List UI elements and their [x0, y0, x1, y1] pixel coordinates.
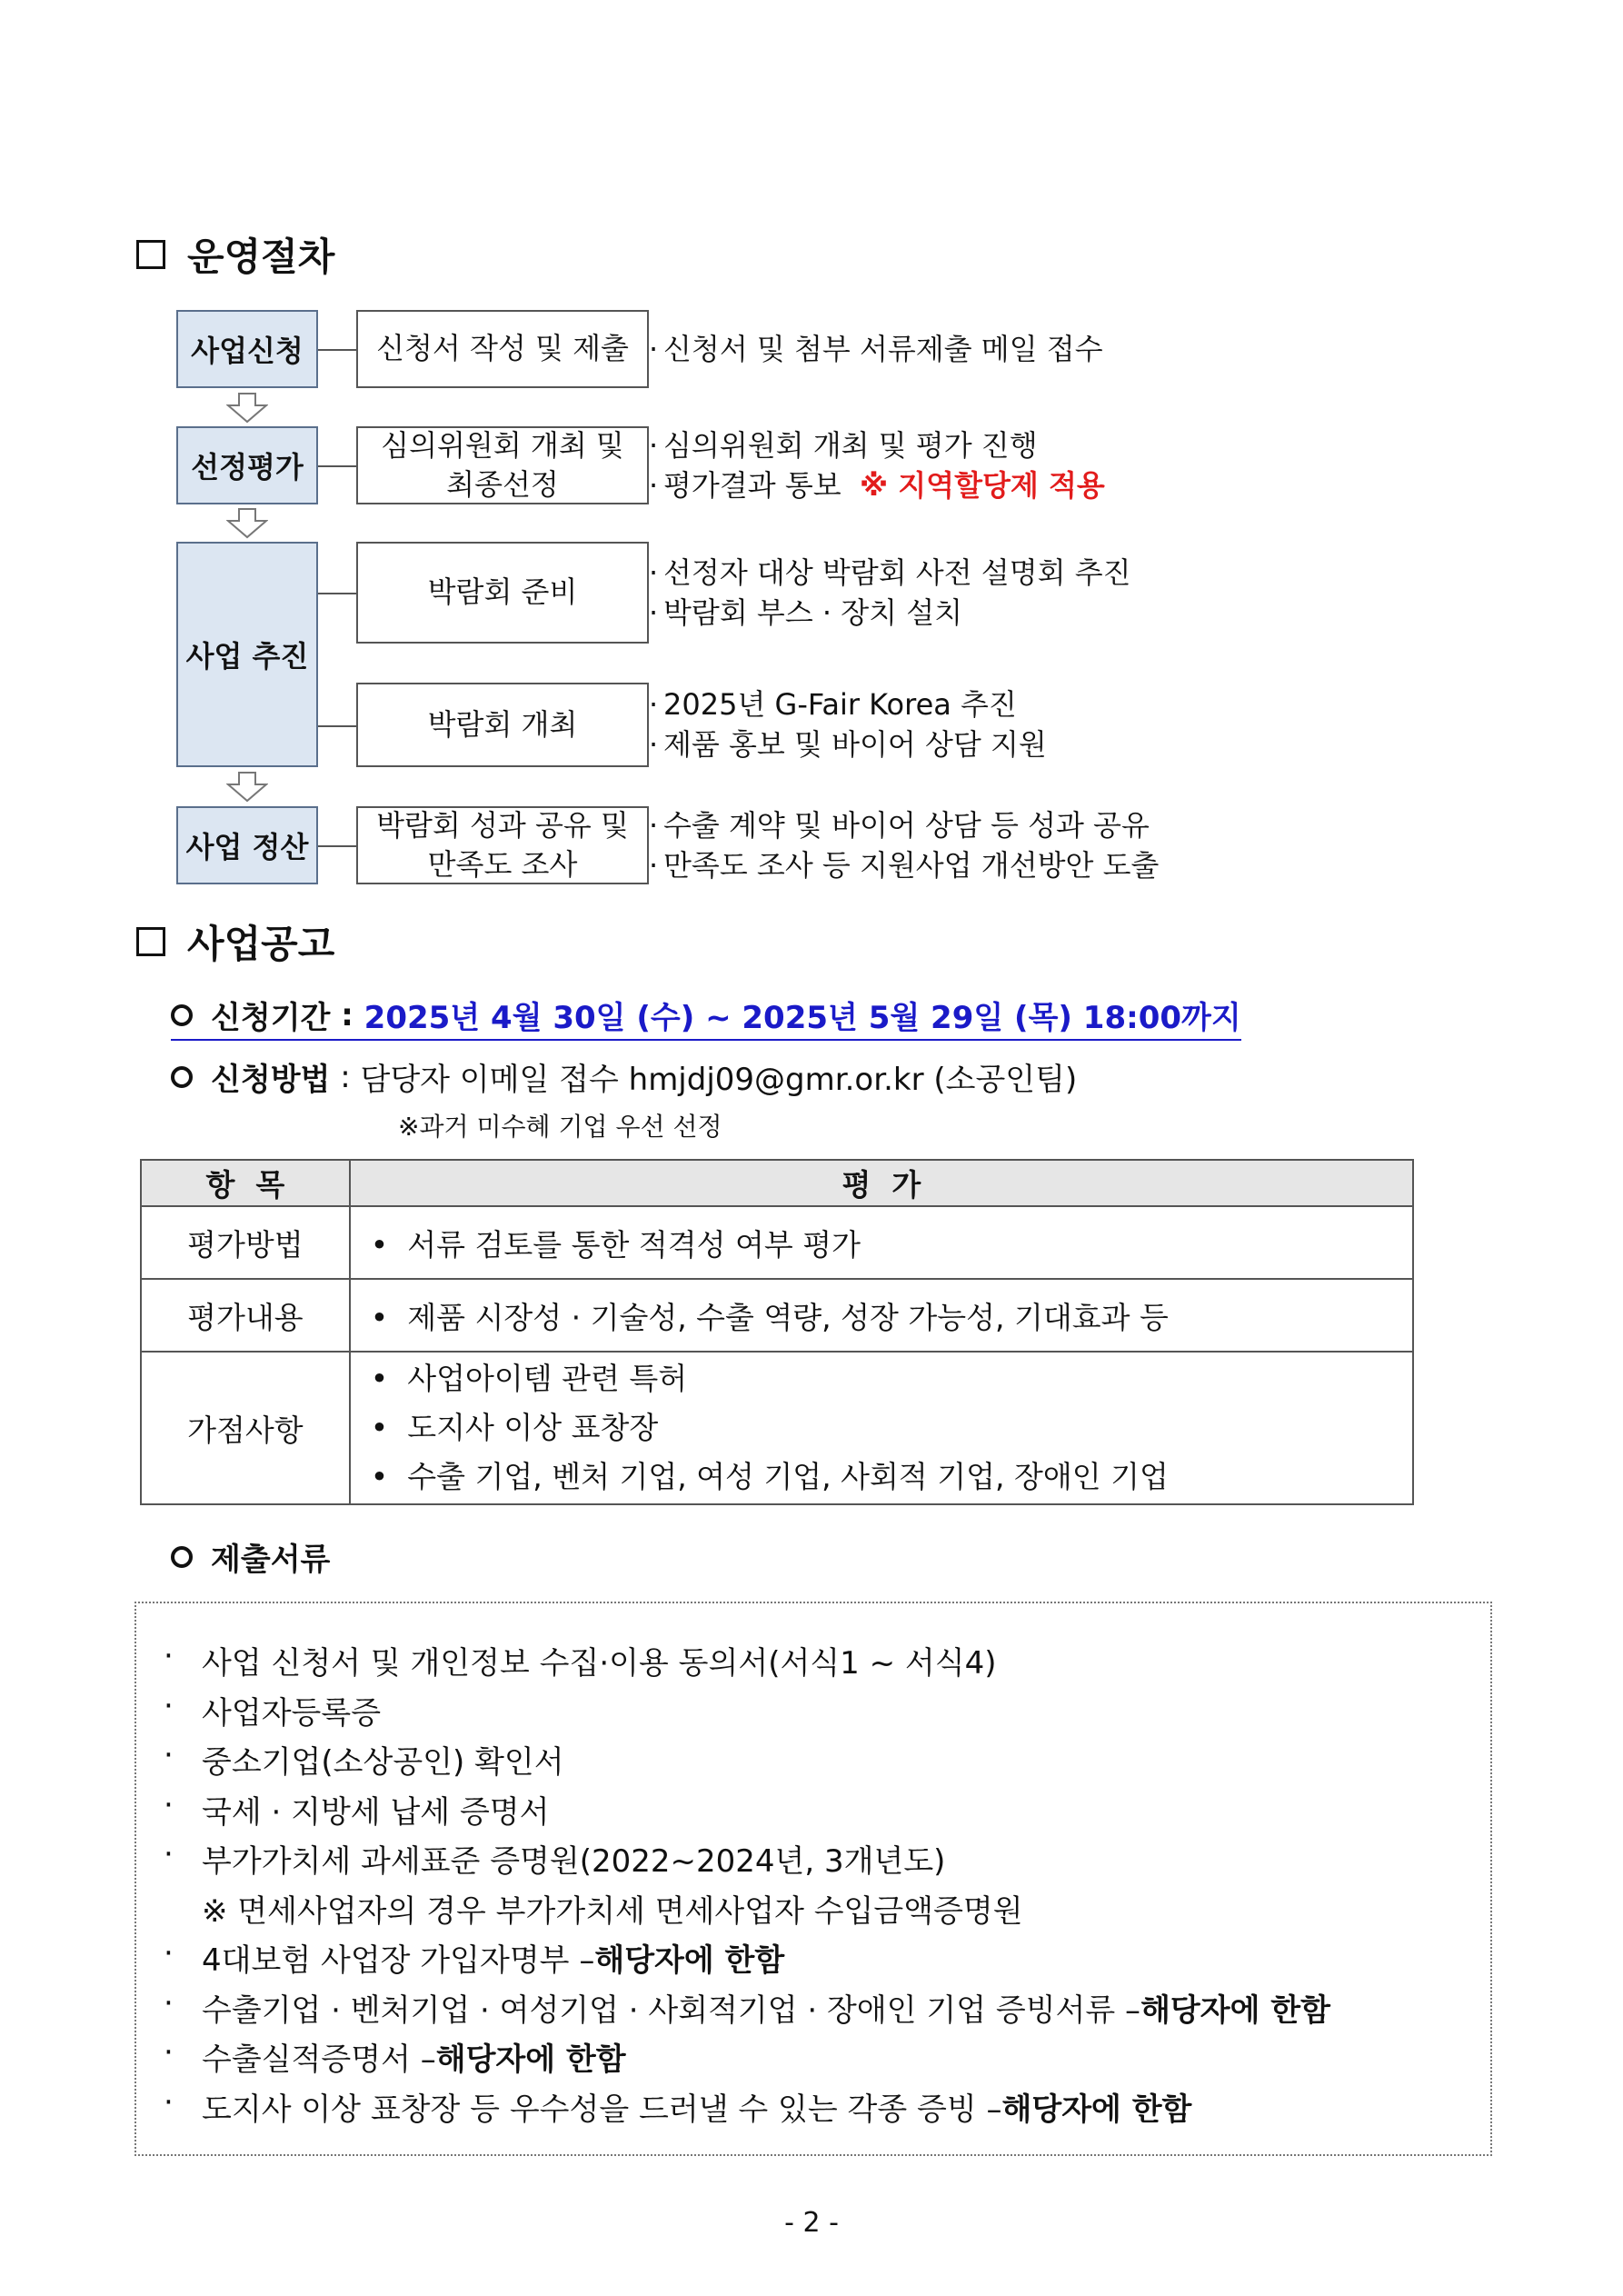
item-emphasis: 해당자에 한함: [1140, 1992, 1330, 2029]
item-text: 사업자등록증: [202, 1695, 382, 1732]
circle-bullet-icon: [171, 1546, 193, 1568]
method-value: 담당자 이메일 접수 hmjdj09@gmr.or.kr (소공인팀): [360, 1062, 1078, 1098]
eval-line: 서류 검토를 통한 적격성 여부 평가: [407, 1226, 861, 1263]
section-title: 사업공고: [187, 922, 335, 966]
eval-line: 도지사 이상 표창장: [407, 1410, 659, 1445]
header-eval: 평 가: [350, 1160, 1413, 1206]
desc-line: 제품 홍보 및 바이어 상담 지원: [663, 727, 1047, 762]
item-text: 4대보험 사업장 가입자명부 –: [202, 1942, 595, 1979]
row-item: 평가내용: [141, 1279, 350, 1352]
period-value: 2025년 4월 30일 (수) ~ 2025년 5월 29일 (목) 18:00까지: [363, 1000, 1241, 1036]
evaluation-table: [140, 1159, 1414, 1505]
colon: :: [330, 996, 364, 1033]
connector-line: [318, 725, 356, 727]
item-text: 수출기업 · 벤처기업 · 여성기업 · 사회적기업 · 장애인 기업 증빙서류 –: [202, 1992, 1141, 2029]
down-arrow-icon: [226, 772, 268, 803]
application-period: [171, 993, 1241, 1041]
desc-line: 박람회 부스 · 장치 설치: [663, 595, 963, 630]
task-box-open: [356, 683, 649, 767]
list-item: · 부가가치세 과세표준 증명원(2022~2024년, 3개년도): [164, 1836, 946, 1880]
task-desc-select: · 심의위원회 개최 및 평가 진행 · 평가결과 통보 ※ 지역할당제 적용: [649, 425, 1105, 505]
checkbox-square-icon: [136, 240, 165, 269]
list-subnote: [202, 1886, 1023, 1931]
page-number: - 2 -: [784, 2207, 839, 2239]
desc-line: 만족도 조사 등 지원사업 개선방안 도출: [663, 848, 1160, 883]
task-box-prep: [356, 542, 649, 644]
method-label: 신청방법: [211, 1062, 331, 1098]
task-label: 박람회 준비: [427, 574, 578, 610]
eval-line: 제품 시장성 · 기술성, 수출 역량, 성장 가능성, 기대효과 등: [407, 1299, 1169, 1335]
stage-select: 선정평가: [176, 426, 318, 504]
item-text: 중소기업(소상공인) 확인서: [202, 1744, 564, 1781]
section-heading-procedure: [136, 227, 334, 282]
checkbox-square-icon: [136, 927, 165, 956]
list-item: · 사업자등록증: [164, 1688, 382, 1732]
task-desc-apply: · 신청서 및 첨부 서류제출 메일 접수: [649, 329, 1103, 369]
row-eval: • 사업아이템 관련 특허 • 도지사 이상 표창장 • 수출 기업, 벤처 기업, 여성 기업, 사회적 기업, 장애인 기업: [350, 1352, 1413, 1504]
table-row: [141, 1279, 1413, 1352]
task-box-select: [356, 426, 649, 504]
task-desc-settle: · 수출 계약 및 바이어 상담 등 성과 공유 · 만족도 조사 등 지원사업 개선방안 도출: [649, 805, 1159, 885]
desc-line: 선정자 대상 박람회 사전 설명회 추진: [663, 555, 1131, 590]
circle-bullet-icon: [171, 1066, 193, 1088]
task-label: 최종선정: [446, 467, 559, 502]
list-item: · 도지사 이상 표창장 등 우수성을 드러낼 수 있는 각종 증빙 – 해당자에 한함: [164, 2084, 1192, 2128]
item-emphasis: 해당자에 한함: [435, 2041, 626, 2078]
row-eval: • 서류 검토를 통한 적격성 여부 평가: [350, 1206, 1413, 1279]
row-item: 평가방법: [141, 1206, 350, 1279]
table-header-row: [141, 1160, 1413, 1206]
desc-line: 2025년 G-Fair Korea 추진: [663, 687, 1017, 722]
method-note: ※과거 미수혜 기업 우선 선정: [398, 1112, 722, 1142]
table-row: [141, 1206, 1413, 1279]
list-item: · 4대보험 사업장 가입자명부 – 해당자에 한함: [164, 1935, 785, 1979]
item-emphasis: 해당자에 한함: [1001, 2091, 1192, 2128]
connector-line: [318, 465, 356, 467]
eval-line: 수출 기업, 벤처 기업, 여성 기업, 사회적 기업, 장애인 기업: [407, 1459, 1169, 1494]
task-label: 심의위원회 개최 및: [381, 427, 624, 463]
application-method: [171, 1054, 1077, 1099]
item-emphasis: 해당자에 한함: [594, 1942, 785, 1979]
documents-title: 제출서류: [211, 1542, 331, 1578]
section-heading-announcement: [136, 914, 334, 969]
desc-line: 심의위원회 개최 및 평가 진행: [663, 428, 1038, 463]
item-text: 부가가치세 과세표준 증명원(2022~2024년, 3개년도): [202, 1843, 946, 1880]
header-item: 항 목: [141, 1160, 350, 1206]
row-item: 가점사항: [141, 1352, 350, 1504]
connector-line: [318, 349, 356, 351]
stage-apply: 사업신청: [176, 310, 318, 388]
list-item: · 수출실적증명서 – 해당자에 한함: [164, 2034, 626, 2078]
task-label: 신청서 작성 및 제출: [376, 331, 629, 366]
item-text: 도지사 이상 표창장 등 우수성을 드러낼 수 있는 각종 증빙 –: [202, 2091, 1002, 2128]
documents-heading: [171, 1534, 330, 1579]
down-arrow-icon: [226, 393, 268, 424]
row-eval: • 제품 시장성 · 기술성, 수출 역량, 성장 가능성, 기대효과 등: [350, 1279, 1413, 1352]
task-desc-open: · 2025년 G-Fair Korea 추진 · 제품 홍보 및 바이어 상담 지원: [649, 684, 1047, 764]
task-desc-prep: · 선정자 대상 박람회 사전 설명회 추진 · 박람회 부스 · 장치 설치: [649, 553, 1131, 633]
regional-quota-note: ※ 지역할당제 적용: [860, 468, 1105, 503]
list-item: · 수출기업 · 벤처기업 · 여성기업 · 사회적기업 · 장애인 기업 증빙서류 – 해당자에 한함: [164, 1985, 1330, 2029]
table-row: [141, 1352, 1413, 1504]
documents-box: [134, 1602, 1492, 2156]
subnote-text: ※ 면세사업자의 경우 부가가치세 면세사업자 수입금액증명원: [202, 1893, 1023, 1930]
eval-line: 사업아이템 관련 특허: [407, 1361, 688, 1396]
stage-settle: 사업 정산: [176, 806, 318, 884]
list-item: · 사업 신청서 및 개인정보 수집·이용 동의서(서식1 ~ 서식4): [164, 1638, 997, 1682]
item-text: 수출실적증명서 –: [202, 2041, 436, 2078]
circle-bullet-icon: [171, 1004, 193, 1026]
list-item: · 중소기업(소상공인) 확인서: [164, 1737, 564, 1781]
stage-promote: 사업 추진: [176, 542, 318, 767]
item-text: 국세 · 지방세 납세 증명서: [202, 1794, 550, 1831]
connector-line: [318, 593, 356, 594]
task-box-apply: [356, 310, 649, 388]
colon: :: [330, 1058, 361, 1095]
task-label: 만족도 조사: [427, 847, 578, 882]
task-label: 박람회 개최: [427, 706, 578, 742]
task-label: 박람회 성과 공유 및: [376, 807, 629, 843]
section-title: 운영절차: [187, 235, 335, 279]
desc-line: 수출 계약 및 바이어 상담 등 성과 공유: [663, 808, 1150, 843]
item-text: 사업 신청서 및 개인정보 수집·이용 동의서(서식1 ~ 서식4): [202, 1645, 997, 1682]
task-box-settle: [356, 806, 649, 884]
desc-line: 신청서 및 첨부 서류제출 메일 접수: [663, 332, 1103, 366]
list-item: · 국세 · 지방세 납세 증명서: [164, 1787, 550, 1831]
connector-line: [318, 845, 356, 847]
down-arrow-icon: [226, 508, 268, 539]
period-label: 신청기간: [211, 1000, 331, 1036]
desc-line: 평가결과 통보: [663, 468, 841, 503]
